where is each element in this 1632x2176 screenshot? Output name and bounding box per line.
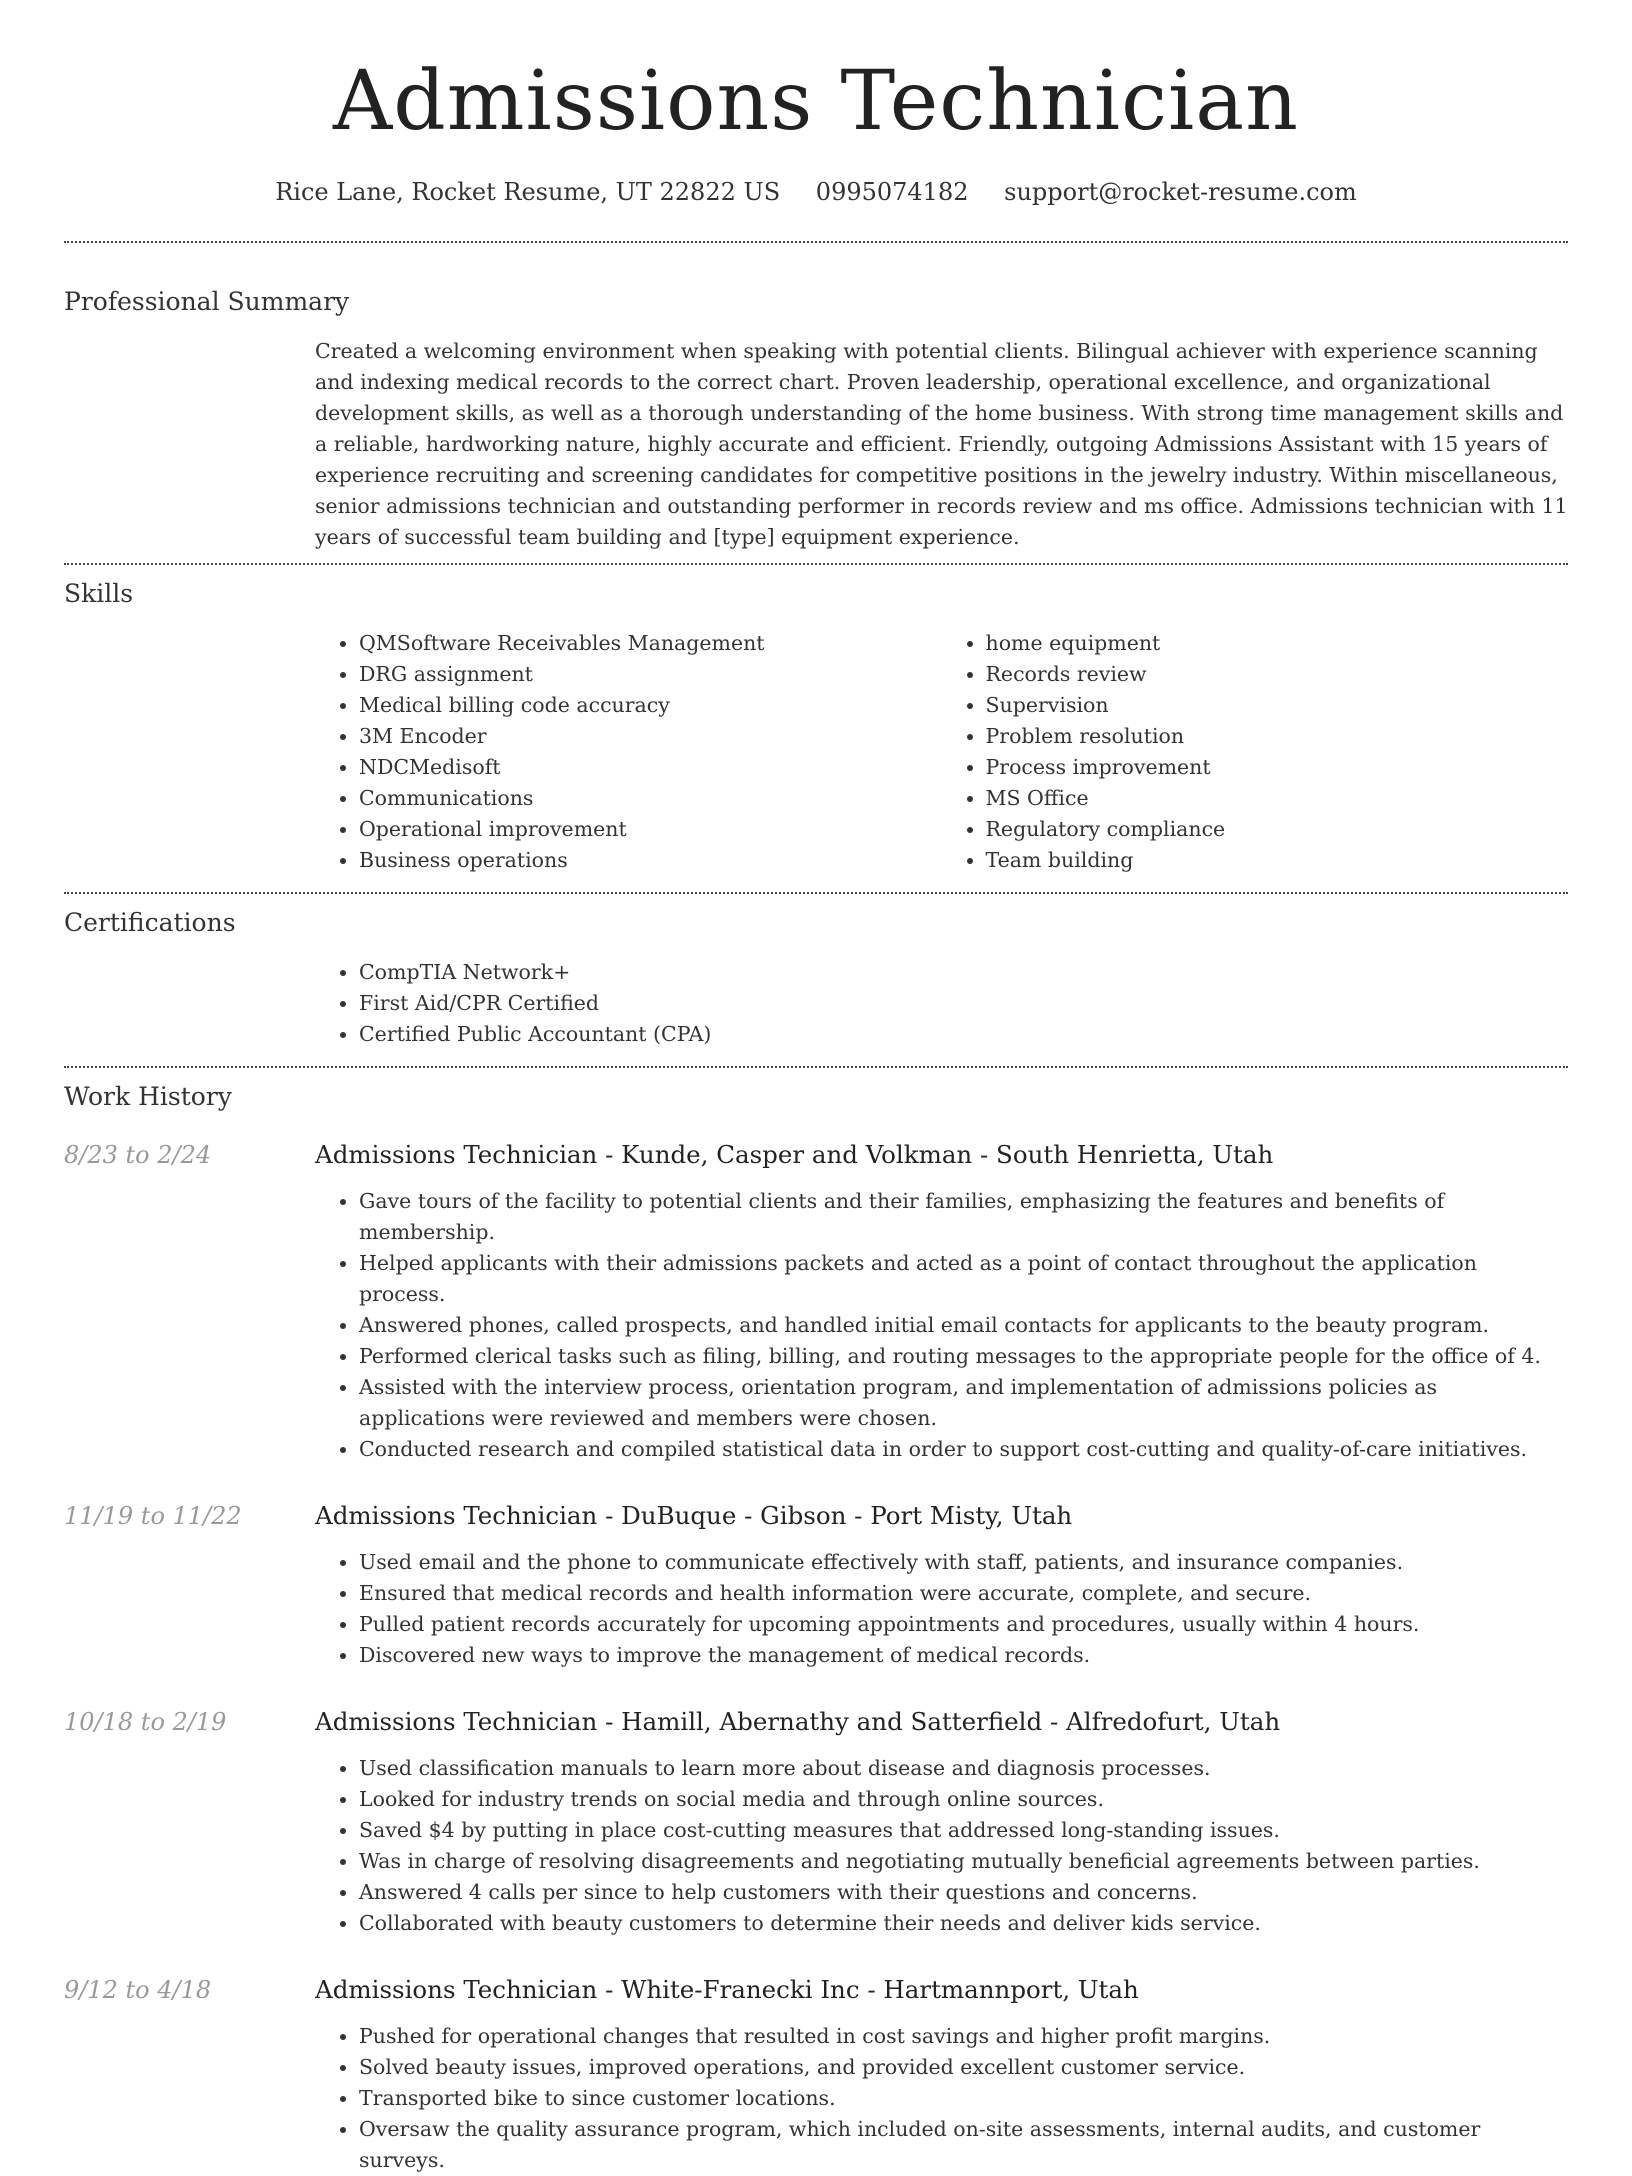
job-title: Admissions Technician - DuBuque - Gibson - Port Misty, Utah (315, 1501, 1073, 1530)
skill-item: • Team building (986, 845, 1569, 876)
job-entry (64, 1499, 1568, 1671)
job-bullets (315, 1547, 1568, 1671)
summary-title: Professional Summary (64, 287, 350, 316)
work-title: Work History (64, 1082, 232, 1111)
skill-item: • DRG assignment (359, 659, 942, 690)
divider (64, 1066, 1568, 1068)
job-bullets (315, 1186, 1568, 1465)
job-bullet: • Pulled patient records accurately for upcoming appointments and procedures, usually within 4 hours. (359, 1609, 1568, 1640)
job-bullet: • Performed clerical tasks such as filing, billing, and routing messages to the appropriate people for the office of 4. (359, 1341, 1568, 1372)
divider (64, 892, 1568, 894)
job-bullet: • Solved beauty issues, improved operations, and provided excellent customer service. (359, 2052, 1568, 2083)
job-bullet: • Gave tours of the facility to potential clients and their families, emphasizing the features and benefits of membership. (359, 1186, 1568, 1248)
contact-address: Rice Lane, Rocket Resume, UT 22822 US (275, 178, 781, 206)
job-dates: 9/12 to 4/18 (64, 1976, 212, 2004)
job-bullet: • Answered 4 calls per since to help customers with their questions and concerns. (359, 1877, 1568, 1908)
job-dates: 8/23 to 2/24 (64, 1141, 212, 1169)
divider (64, 563, 1568, 565)
job-bullet: • Oversaw the quality assurance program, which included on-site assessments, internal audits, and customer surveys. (359, 2114, 1568, 2176)
skills-section (64, 577, 1568, 876)
contact-line (64, 176, 1568, 208)
resume-page (64, 0, 1568, 2176)
skills-title: Skills (64, 579, 134, 608)
job-bullet: • Helped applicants with their admissions packets and acted as a point of contact throughout the application process. (359, 1248, 1568, 1310)
job-bullet: • Answered phones, called prospects, and handled initial email contacts for applicants to the beauty program. (359, 1310, 1568, 1341)
job-bullet-list (315, 1753, 1568, 1939)
skill-item: • Problem resolution (986, 721, 1569, 752)
job-entry (64, 1973, 1568, 2176)
job-bullet-list (315, 1186, 1568, 1465)
job-bullet: • Was in charge of resolving disagreements and negotiating mutually beneficial agreements between parties. (359, 1846, 1568, 1877)
job-bullet: • Conducted research and compiled statistical data in order to support cost-cutting and quality-of-care initiatives. (359, 1434, 1568, 1465)
certification-item: • Certified Public Accountant (CPA) (359, 1019, 1568, 1050)
job-bullet-list (315, 1547, 1568, 1671)
job-bullet: • Pushed for operational changes that resulted in cost savings and higher profit margins. (359, 2021, 1568, 2052)
job-bullet: • Used classification manuals to learn more about disease and diagnosis processes. (359, 1753, 1568, 1784)
skills-list-right (942, 628, 1569, 876)
contact-phone: 0995074182 (815, 178, 969, 206)
job-bullet: • Saved $4 by putting in place cost-cutting measures that addressed long-standing issues. (359, 1815, 1568, 1846)
job-bullet: • Ensured that medical records and health information were accurate, complete, and secure. (359, 1578, 1568, 1609)
certifications-body (315, 957, 1568, 1050)
summary-text: Created a welcoming environment when speaking with potential clients. Bilingual achiever with experience scanning and indexing medical records to the correct chart. Proven leadership, operational excellence, and organizational development skills, as well as a thorough understanding of the home business. With strong time management skills and a reliable, hardworking nature, highly accurate and efficient. Friendly, outgoing Admissions Assistant with 15 years of experience recruiting and screening candidates for competitive positions in the jewelry industry. Within miscellaneous, senior admissions technician and outstanding performer in records review and ms office. Admissions technician with 11 years of successful team building and [type] equipment experience. (315, 339, 1568, 549)
skill-item: • Communications (359, 783, 942, 814)
job-bullet-list (315, 2021, 1568, 2176)
job-title: Admissions Technician - Hamill, Abernathy and Satterfield - Alfredofurt, Utah (315, 1707, 1281, 1736)
contact-email: support@rocket-resume.com (1004, 178, 1357, 206)
skill-item: • Supervision (986, 690, 1569, 721)
job-dates: 10/18 to 2/19 (64, 1708, 227, 1736)
skill-item: • Regulatory compliance (986, 814, 1569, 845)
job-dates: 11/19 to 11/22 (64, 1502, 242, 1530)
skill-item: • home equipment (986, 628, 1569, 659)
job-title: Admissions Technician - White-Franecki Inc - Hartmannport, Utah (315, 1975, 1139, 2004)
skill-item: • NDCMedisoft (359, 752, 942, 783)
resume-name: Admissions Technician (333, 54, 1299, 149)
job-bullet: • Collaborated with beauty customers to determine their needs and deliver kids service. (359, 1908, 1568, 1939)
skills-columns (315, 628, 1568, 876)
certifications-section (64, 906, 1568, 1050)
skills-list-left (315, 628, 942, 876)
job-bullet: • Discovered new ways to improve the management of medical records. (359, 1640, 1568, 1671)
job-bullets (315, 1753, 1568, 1939)
certifications-title: Certifications (64, 908, 236, 937)
skill-item: • Process improvement (986, 752, 1569, 783)
job-bullet: • Used email and the phone to communicate effectively with staff, patients, and insurance companies. (359, 1547, 1568, 1578)
job-bullets (315, 2021, 1568, 2176)
job-entry (64, 1705, 1568, 1939)
job-title: Admissions Technician - Kunde, Casper and Volkman - South Henrietta, Utah (315, 1140, 1274, 1169)
skill-item: • Business operations (359, 845, 942, 876)
job-entry (64, 1138, 1568, 1465)
job-bullet: • Transported bike to since customer locations. (359, 2083, 1568, 2114)
job-bullet: • Looked for industry trends on social media and through online sources. (359, 1784, 1568, 1815)
summary-section (64, 285, 1568, 553)
certifications-list (315, 957, 1568, 1050)
divider (64, 241, 1568, 243)
skill-item: • QMSoftware Receivables Management (359, 628, 942, 659)
work-section (64, 1080, 1568, 2176)
certification-item: • CompTIA Network+ (359, 957, 1568, 988)
skill-item: • Medical billing code accuracy (359, 690, 942, 721)
skill-item: • MS Office (986, 783, 1569, 814)
job-bullet: • Assisted with the interview process, orientation program, and implementation of admissions policies as applications were reviewed and members were chosen. (359, 1372, 1568, 1434)
skill-item: • 3M Encoder (359, 721, 942, 752)
certification-item: • First Aid/CPR Certified (359, 988, 1568, 1019)
skill-item: • Operational improvement (359, 814, 942, 845)
skill-item: • Records review (986, 659, 1569, 690)
